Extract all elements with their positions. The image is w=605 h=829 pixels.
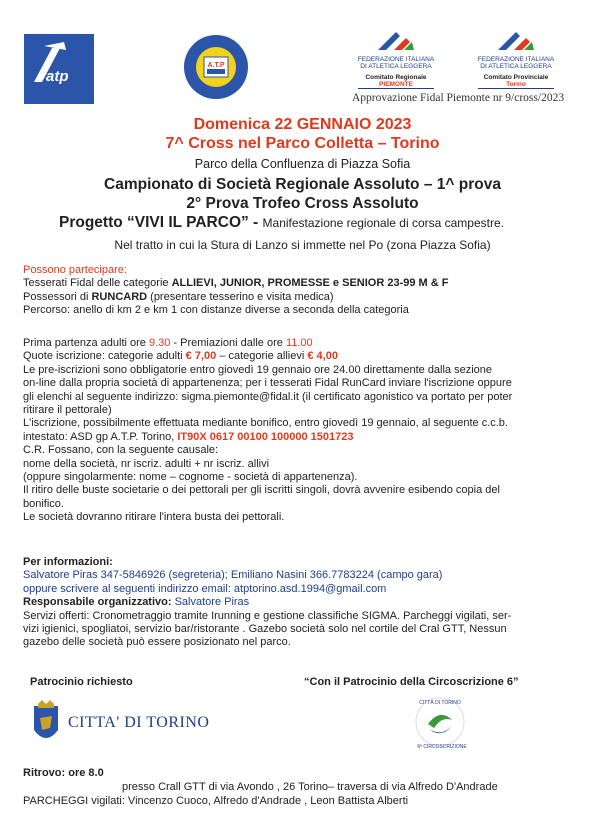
percorso-line: Percorso: anello di km 2 e km 1 con distanze diverse a seconda della categoria (23, 304, 409, 317)
circoscrizione-logo (412, 694, 468, 750)
torino-crest-icon (28, 700, 64, 748)
location-detail: Nel tratto in cui la Stura di Lanzo si immette nel Po (zona Piazza Sofia) (114, 238, 491, 252)
info-line: gli elenchi al seguente indirizzo: sigma.piemonte@fidal.it (il certificato agonistico va portato per poter (23, 390, 513, 403)
fidal-line-2: DI ATLETICA LEGGERA (360, 63, 432, 70)
fidal-committee: Comitato Regionale PIEMONTE (358, 74, 434, 89)
info-line: Le pre-iscrizioni sono obbligatorie entro giovedì 19 gennaio ore 24.00 direttamente dalla sezione (23, 363, 493, 376)
campionato-heading: Campionato di Società Regionale Assoluto – 1^ prova (104, 176, 501, 193)
partecipare-section (23, 264, 448, 318)
info-line: Le società dovranno ritirare l'intera busta dei pettorali. (23, 511, 285, 524)
partecipare-line: Tesserati Fidal delle categorie ALLIEVI, JUNIOR, PROMESSE e SENIOR 23-99 M & F (23, 277, 449, 290)
gp-badge-icon (183, 34, 249, 100)
info-line: nome della società, nr iscriz. adulti + nr iscriz. allivi (23, 457, 270, 470)
atp-logo (24, 34, 94, 104)
partecipare-heading: Possono partecipare: (23, 264, 127, 276)
approval-note: Approvazione Fidal Piemonte nr 9/cross/2023 (352, 92, 565, 104)
servizi-line: Servizi offerti: Cronometraggio tramite Irunning e gestione classifiche SIGMA. Parcheggi vigilati, ser- (23, 609, 512, 622)
gruppo-podistico-logo (183, 34, 249, 100)
iban-line: intestato: ASD gp A.T.P. Torino, IT90X 0617 00100 100000 1501723 (23, 430, 354, 443)
fidal-mark-icon (376, 30, 416, 52)
contacts-phones: Salvatore Piras 347-5846926 (segreteria); Emiliano Nasini 366.7783224 (campo gara) (23, 569, 443, 582)
ritrovo-label: Ritrovo: ore 8.0 (23, 767, 104, 779)
fidal-committee: Comitato Provinciale Torino (478, 74, 554, 89)
fidal-line-1: FEDERAZIONE ITALIANA (357, 56, 435, 63)
info-section (23, 337, 512, 524)
event-date: Domenica 22 GENNAIO 2023 (193, 116, 412, 133)
fidal-mark-icon (496, 30, 536, 52)
progetto-line (59, 214, 504, 232)
progetto-subtitle: Manifestazione regionale di corsa campestre. (262, 216, 504, 230)
svg-text:6ª CIRCOSCRIZIONE: 6ª CIRCOSCRIZIONE (417, 744, 467, 750)
event-location: Parco della Confluenza di Piazza Sofia (194, 157, 411, 171)
progetto-title: Progetto “VIVI IL PARCO” - (59, 214, 263, 231)
contacts-heading: Per informazioni: (23, 556, 113, 568)
info-line: on-line dalla propria società di appartenenza; per i tesserati Fidal RunCard inviare l'iscrizione oppure (23, 377, 512, 390)
patrocinio-circoscrizione: “Con il Patrocinio della Circoscrizione 6” (304, 676, 519, 688)
servizi-line: gazebo delle società può essere posizionato nel parco. (23, 636, 291, 649)
responsabile-line: Responsabile organizzativo: Salvatore Piras (23, 596, 250, 609)
fidal-line-2: DI ATLETICA LEGGERA (480, 63, 552, 70)
trofeo-heading: 2° Prova Trofeo Cross Assoluto (186, 195, 419, 212)
contacts-email[interactable]: oppure scrivere al seguenti indirizzo email: atptorino.asd.1994@gmail.com (23, 582, 387, 595)
info-line: bonifico. (23, 497, 64, 510)
patrocinio-richiesto: Patrocinio richiesto (30, 676, 133, 688)
info-line: L'iscrizione, possibilmente effettuata mediante bonifico, entro giovedì 19 gennaio, al seguente c.c.b. (23, 417, 508, 430)
atp-wordmark: atp (46, 68, 69, 85)
parcheggi-line: PARCHEGGI vigilati: Vincenzo Cuoco, Alfredo d'Andrade , Leon Battista Alberti (23, 795, 409, 807)
fidal-line-1: FEDERAZIONE ITALIANA (477, 56, 555, 63)
partecipare-line: Possessori di RUNCARD (presentare tesserino e visita medica) (23, 290, 334, 303)
info-line: Il ritiro delle buste societarie o dei pettorali per gli iscritti singoli, dovrà avvenire esibendo copia del (23, 484, 500, 497)
servizi-line: vizi igienici, spogliatoi, servizio bar/ristorante . Gazebo società solo nel cortile del Cral GTT, Nessun (23, 622, 507, 635)
circoscrizione-badge-icon (412, 694, 468, 750)
partenza-line: Prima partenza adulti ore 9.30 - Premiazioni dalle ore 11.00 (23, 337, 313, 349)
fidal-piemonte-logo (340, 30, 452, 96)
svg-text:CITTÀ DI TORINO: CITTÀ DI TORINO (419, 700, 461, 706)
svg-text:A.T.P: A.T.P (207, 62, 225, 69)
info-line: (oppure singolarmente: nome – cognome - società di appartenenza). (23, 470, 358, 483)
event-title: 7^ Cross nel Parco Colletta – Torino (165, 135, 440, 152)
contacts-section (23, 556, 511, 650)
citta-torino-wordmark: CITTA' DI TORINO (68, 714, 210, 731)
quote-line: Quote iscrizione: categorie adulti € 7,00 – categorie allievi € 4,00 (23, 350, 338, 363)
ritrovo-address: presso Crall GTT di via Avondo , 26 Torino– traversa di via Alfredo D'Andrade (122, 781, 498, 793)
info-line: ritirare il pettorale) (23, 403, 112, 416)
fidal-torino-logo (460, 30, 572, 96)
citta-torino-logo (28, 700, 218, 748)
info-line: C.R. Fossano, con la seguente causale: (23, 444, 219, 457)
